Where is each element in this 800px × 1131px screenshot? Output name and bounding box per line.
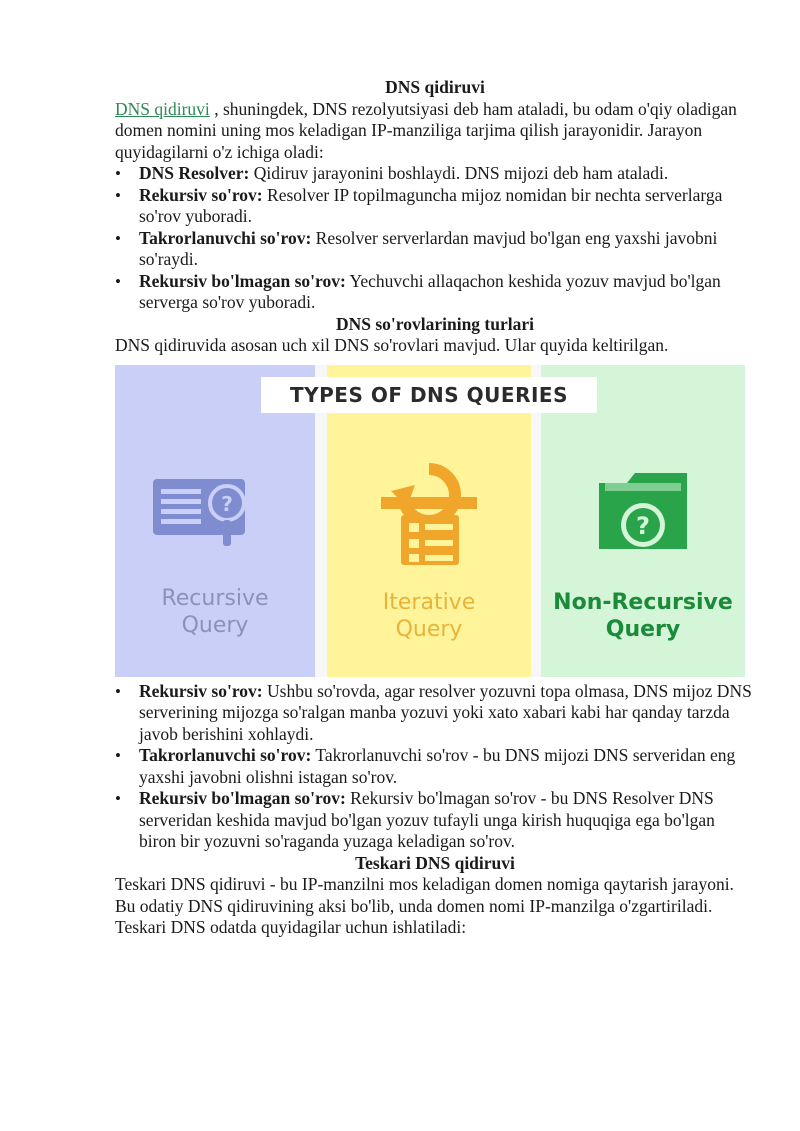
list-item (115, 185, 755, 228)
list-item-text: Rekursiv bo'lmagan so'rov - bu DNS Resolver DNS serveridan keshida mavjud bo'lgan yozuv tufayli unga kirish huquqiga ega bo'lgan biron bir yozuvni so'raganda yuzaga keladigan so'rov. (139, 788, 715, 851)
list-item (115, 163, 755, 185)
non-recursive-query-label (541, 589, 745, 643)
svg-text:?: ? (221, 491, 233, 516)
document-content (115, 77, 755, 939)
list-item-text: Resolver IP topilmaguncha mijoz nomidan bir nechta serverlarga so'rov yuboradi. (139, 184, 723, 226)
list-item (115, 271, 755, 314)
list-item-text: Yechuvchi allaqachon keshida yozuv mavjud bo'lgan serverga so'rov yuboradi. (139, 270, 721, 312)
dns-lookup-link[interactable]: DNS qidiruvi (115, 98, 210, 119)
loop-list-icon (377, 461, 481, 571)
recursive-query-label (115, 585, 315, 639)
reverse-dns-paragraph: Teskari DNS qidiruvi - bu IP-manzilni mos keladigan domen nomiga qaytarish jarayoni. Bu odatiy DNS qidiruvining aksi bo'lib, unda domen nomi IP-manzilga o'zgartiriladi. Teskari DNS odatda quyidagilar uchun ishlatiladi: (115, 874, 734, 937)
list-item-term: DNS Resolver: (139, 163, 250, 183)
list-item-text: Takrorlanuvchi so'rov - bu DNS mijozi DNS serveridan eng yaxshi javobni olishni istagan so'rov. (139, 745, 736, 787)
list-item (115, 681, 755, 746)
list-item-text: Qidiruv jarayonini boshlaydi. DNS mijozi deb ham ataladi. (249, 163, 669, 183)
list-item-term: Rekursiv so'rov: (139, 184, 263, 205)
list-item-text: Ushbu so'rovda, agar resolver yozuvni topa olmasa, DNS mijoz DNS serverining mijozga so'ralgan manba yozuvi yoki xato xabari kabi har qanday tarzda javob berishini xohlaydi. (139, 680, 752, 744)
list-item-text: Resolver serverlardan mavjud bo'lgan eng yaxshi javobni so'raydi. (139, 227, 718, 269)
list-item (115, 788, 755, 853)
list-item-term: Rekursiv bo'lmagan so'rov: (139, 270, 346, 291)
list-item (115, 228, 755, 271)
query-types-intro: DNS qidiruvida asosan uch xil DNS so'rovlari mavjud. Ular quyida keltirilgan. (115, 335, 669, 355)
label-line: Recursive (161, 585, 269, 611)
list-item-term: Takrorlanuvchi so'rov: (139, 745, 312, 765)
list-item (115, 745, 755, 788)
label-line: Query (181, 612, 249, 638)
folder-question-icon (595, 469, 691, 561)
svg-text:?: ? (636, 511, 650, 540)
list-item-term: Rekursiv bo'lmagan so'rov: (139, 788, 346, 808)
section-title-query-types: DNS so'rovlarining turlari (335, 313, 535, 334)
label-line: Query (605, 616, 681, 642)
list-item-term: Rekursiv so'rov: (139, 680, 263, 701)
intro-text: , shuningdek, DNS rezolyutsiyasi deb ham ataladi, bu odam o'qiy oladigan domen nomini uning mos keladigan IP-manziliga tarjima qilish jarayonidir. Jarayon quyidagilarni o'z ichiga oladi: (115, 98, 737, 162)
document-search-icon (151, 475, 261, 555)
dns-query-types-infographic (115, 365, 745, 677)
list-item-term: Takrorlanuvchi so'rov: (139, 227, 312, 248)
label-line: Query (395, 616, 463, 642)
intro-paragraph (115, 99, 755, 164)
section-title-reverse-dns: Teskari DNS qidiruvi (355, 852, 515, 873)
process-list (115, 163, 755, 314)
label-line: Iterative (382, 589, 476, 615)
infographic-banner: TYPES OF DNS QUERIES (261, 377, 597, 413)
label-line: Non-Recursive (553, 589, 733, 615)
section-title-dns-lookup: DNS qidiruvi (385, 77, 485, 97)
query-types-list (115, 681, 755, 853)
iterative-query-label (327, 589, 531, 643)
